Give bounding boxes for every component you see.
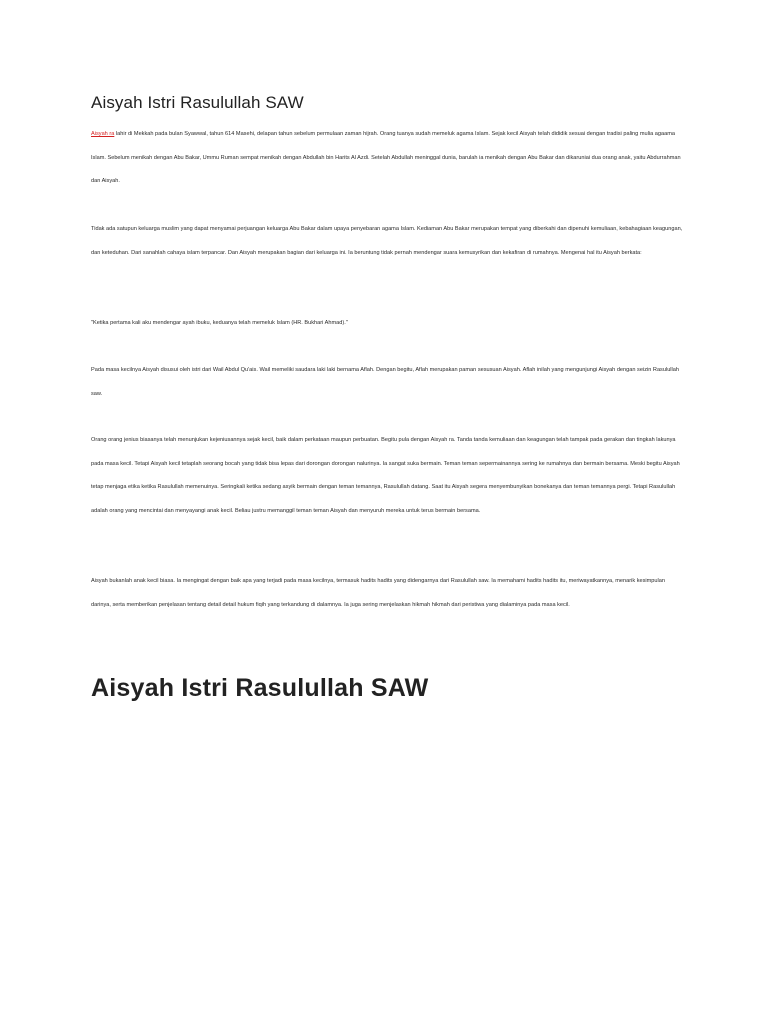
paragraph-1-text: lahir di Mekkah pada bulan Syawwal, tahun 614 Masehi, delapan tahun sebelum permulaan zaman hijrah. Orang tuanya sudah memeluk agama Islam. Sejak kecil Aisyah telah dididik sesuai dengan tradisi paling mulia agaama Islam. Sebelum menikah dengan Abu Bakar, Ummu Ruman sempat menikah dengan Abdullah bin Harits Al Azdi. Setelah Abdullah meninggal dunia, barulah ia menikah dengan Abu Bakar dan dikaruniai dua orang anak, yaitu Abdurrahman dan Aisyah. [91,131,681,184]
aisyah-link[interactable]: Aisyah ra [91,131,115,137]
section-heading: Aisyah Istri Rasulullah SAW [91,674,429,702]
paragraph-1 [91,123,686,194]
paragraph-2: Tidak ada satupun keluarga muslim yang dapat menyamai perjuangan keluarga Abu Bakar dalam upaya penyebaran agama Islam. Kediaman Abu Bakar merupakan tempat yang diberkahi dan dipenuhi kemuliaan, kebahagiaan keagungan, dan keteduhan. Dari sanahlah cahaya islam terpancar. Dan Aisyah merupakan bagian dari keluarga ini. Ia beruntung tidak pernah mendengar suara kemusyrikan dan kekafiran di rumahnya. Mengenai hal itu Aisyah berkata: [91,226,683,256]
paragraph-4: Pada masa kecilnya Aisyah disusui oleh istri dari Wail Abdul Qu'ais. Wail memeliki saudara laki laki bernama Aflah. Dengan begitu, Aflah merupakan paman sesusuan Aisyah. Aflah inilah yang mengunjungi Aisyah dengan seizin Rasulullah saw. [91,367,680,397]
document-title: Aisyah Istri Rasulullah SAW [91,93,304,112]
paragraph-3-quote: "Ketika pertama kali aku mendengar ayah ibuku, keduanya telah memeluk Islam (HR. Bukhari Ahmad)." [91,320,348,326]
paragraph-5: Orang orang jenius biasanya telah menunjukan kejeniusannya sejak kecil, baik dalam perkataan maupun perbuatan. Begitu pula dengan Aisyah ra. Tanda tanda kemuliaan dan keagungan telah tampak pada gerakan dan tingkah lakunya pada masa kecil. Tetapi Aisyah kecil tetaplah seorang bocah yang tidak bisa lepas dari dorongan dorongan nalurinya. Ia sangat suka bermain. Teman teman sepermainannya sering ke rumahnya dan bermain bersama. Meski begitu Aisyah tetap menjaga etika ketika Rasulullah memenuinya. Seringkali ketika sedang asyik bermain dengan teman temannya, Rasulullah datang. Saat itu Aisyah segera menyembunyikan bonekanya dan teman temannya pergi. Tetapi Rasulullah adalah orang yang mencintai dan menyayangi anak kecil. Beliau justru memanggil teman teman Aisyah dan menyuruh mereka untuk terus bermain bersama. [91,437,680,514]
paragraph-6: Aisyah bukanlah anak kecil biasa. Ia mengingat dengan baik apa yang terjadi pada masa kecilnya, termasuk hadits hadits yang didengarnya dari Rasulullah saw. Ia memahami hadits hadits itu, meriwayatkannya, menarik kesimpulan darinya, serta memberikan penjelasan tentang detail detail hukum fiqih yang terkandung di dalamnya. Ia juga sering menjelaskan hikmah hikmah dari peristiwa yang dialaminya pada masa kecil. [91,578,665,608]
